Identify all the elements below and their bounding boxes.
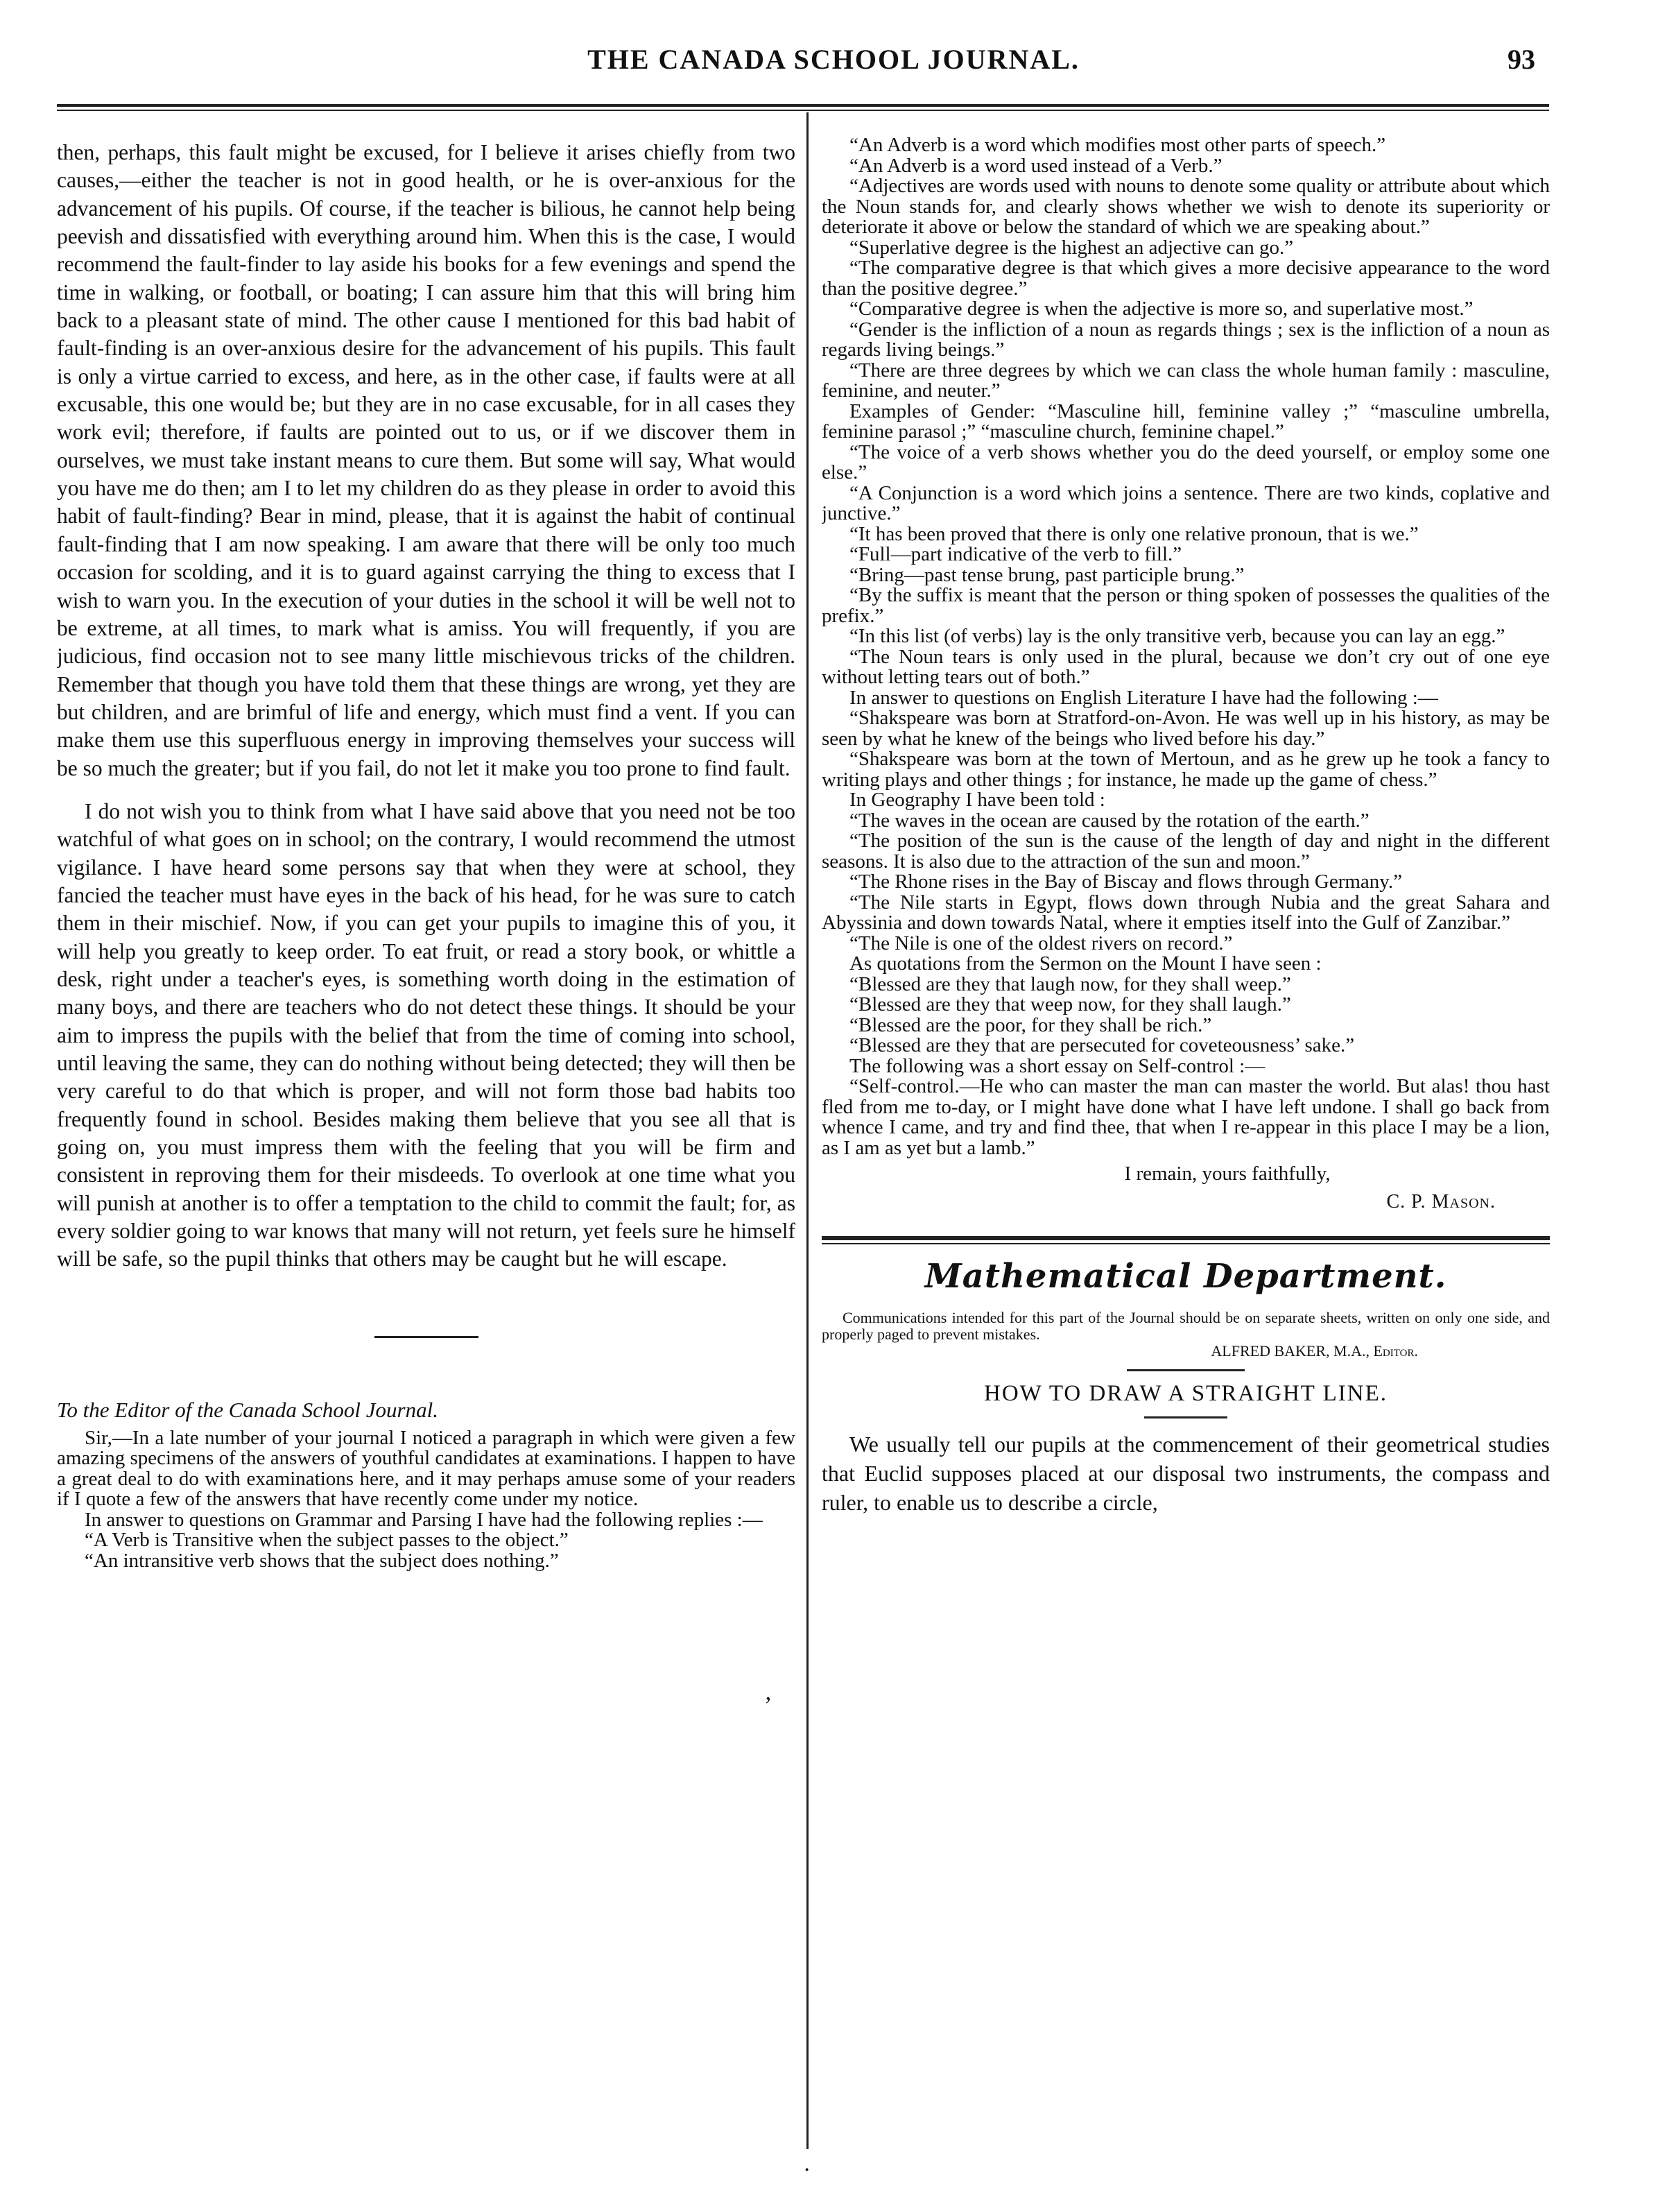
essay-self-control: “Self-control.—He who can master the man can master the world. But alas! thou hast fled from me to-day, or I might have done what I have left undone. I shall go back from whence I came, and try and find thee, that when I re-appear in this place I may be a lion, as I am as yet but a lamb.” — [822, 1075, 1550, 1159]
letter-signature: C. P. Mason. — [1386, 1191, 1496, 1212]
print-speck: ’ — [764, 1692, 772, 1718]
article-body: We usually tell our pupils at the commencement of their geometrical studies that Euclid supposes placed at our disposal two instruments, the compass and ruler, to enable us to describe a circle, — [822, 1432, 1550, 1515]
quote-gender: “Gender is the infliction of a noun as regards things ; sex is the infliction of a noun as regards living beings.” — [822, 318, 1550, 361]
geography-answer-4: “The Nile starts in Egypt, flows down through Nubia and the great Sahara and Abyssinia and down towards Natal, where it empties itself into the Gulf of Zanzibar.” — [822, 891, 1550, 934]
article-title: HOW TO DRAW A STRAIGHT LINE. — [984, 1381, 1388, 1406]
letter-signoff: I remain, yours faithfully, — [1124, 1163, 1331, 1185]
letter-paragraph-1: Sir,—In a late number of your journal I noticed a paragraph in which were given a few amazing specimens of the answers of youthful candidates at examinations. I happen to have a great deal to do with examinations here, and it may perhaps amuse some of your readers if I quote a few of the answers that have recently come under my notice. — [57, 1426, 795, 1511]
letter-heading: To the Editor of the Canada School Journal. — [57, 1397, 438, 1422]
letter-quote-verb-intransitive: “An intransitive verb shows that the subject does nothing.” — [85, 1549, 559, 1572]
quote-adverb-2: “An Adverb is a word used instead of a Verb.” — [849, 154, 1223, 177]
sermon-intro: As quotations from the Sermon on the Mount I have seen : — [849, 952, 1322, 975]
header-rule-thin — [57, 110, 1549, 111]
literature-intro: In answer to questions on English Literature I have had the following :— — [849, 686, 1438, 709]
essay-intro: The following was a short essay on Self-control :— — [849, 1054, 1266, 1077]
geography-answer-2: “The position of the sun is the cause of the length of day and night in the different seasons. It is also due to the attraction of the sun and moon.” — [822, 830, 1550, 873]
quote-comparative-2: “Comparative degree is when the adjective is more so, and superlative most.” — [849, 298, 1474, 320]
geography-answer-5: “The Nile is one of the oldest rivers on record.” — [849, 932, 1233, 954]
quote-relative-pronoun: “It has been proved that there is only one relative pronoun, that is we.” — [849, 522, 1419, 545]
department-rule-thick — [822, 1236, 1550, 1240]
quote-bring: “Bring—past tense brung, past participle brung.” — [849, 563, 1245, 586]
sermon-quote-1: “Blessed are they that laugh now, for they shall weep.” — [849, 972, 1291, 995]
literature-answer-2: “Shakspeare was born at the town of Mertoun, and as he grew up he took a fancy to writing plays and other things ; for instance, he made up the game of chess.” — [822, 748, 1550, 791]
quote-voice: “The voice of a verb shows whether you do the deed yourself, or employ some one else.” — [822, 440, 1550, 483]
quote-adjectives: “Adjectives are words used with nouns to denote some quality or attribute about which the Noun stands for, and clearly shows whether we wish to denote its superiority or deteriorate it above or below the standard of which we are speaking about.” — [822, 175, 1550, 238]
geography-answer-1: “The waves in the ocean are caused by the rotation of the earth.” — [849, 809, 1370, 832]
sermon-quote-3: “Blessed are the poor, for they shall be rich.” — [849, 1013, 1212, 1036]
left-column — [57, 139, 795, 2126]
quote-suffix: “By the suffix is meant that the person or thing spoken of possesses the qualities of the prefix.” — [822, 584, 1550, 627]
print-speck-bottom: · — [803, 2157, 811, 2183]
running-header-title: THE CANADA SCHOOL JOURNAL. — [587, 44, 1080, 75]
quote-degrees: “There are three degrees by which we can class the whole human family : masculine, feminine, and neuter.” — [822, 359, 1550, 402]
geography-answer-3: “The Rhone rises in the Bay of Biscay and flows through Germany.” — [849, 871, 1403, 893]
department-title: Mathematical Department. — [924, 1257, 1447, 1296]
article-title-rule — [1144, 1416, 1227, 1418]
letter-paragraph-2: In answer to questions on Grammar and Parsing I have had the following replies :— — [85, 1508, 763, 1531]
department-editor: ALFRED BAKER, M.A., Editor. — [1211, 1342, 1418, 1360]
quote-conjunction: “A Conjunction is a word which joins a sentence. There are two kinds, coplative and junctive.” — [822, 481, 1550, 524]
department-note: Communications intended for this part of the Journal should be on separate sheets, written on only one side, and properly paged to prevent mistakes. — [822, 1309, 1550, 1343]
quote-lay: “In this list (of verbs) lay is the only transitive verb, because you can lay an egg.” — [849, 625, 1505, 647]
letter-quote-verb-transitive: “A Verb is Transitive when the subject passes to the object.” — [85, 1529, 569, 1552]
department-separator — [1127, 1369, 1245, 1371]
quote-superlative: “Superlative degree is the highest an adjective can go.” — [849, 236, 1294, 259]
geography-intro: In Geography I have been told : — [849, 789, 1105, 811]
column-divider — [806, 112, 809, 2149]
sermon-quote-2: “Blessed are they that weep now, for they shall laugh.” — [849, 993, 1291, 1015]
header-rule — [57, 104, 1549, 107]
literature-answer-1: “Shakspeare was born at Stratford-on-Avon. He was well up in his history, as may be seen by what he knew of the beings who lived before his day.” — [822, 707, 1550, 750]
page-number: 93 — [1508, 44, 1535, 75]
quote-tears: “The Noun tears is only used in the plural, because we don’t cry out of one eye without letting tears out of both.” — [822, 645, 1550, 688]
gender-examples: Examples of Gender: “Masculine hill, feminine valley ;” “masculine umbrella, feminine parasol ;” “masculine church, feminine chapel.” — [822, 400, 1550, 443]
quote-full: “Full—part indicative of the verb to fill.” — [849, 543, 1182, 565]
department-rule-thin — [822, 1243, 1550, 1244]
essay-paragraph-2: I do not wish you to think from what I have said above that you need not be too watchful of what goes on in school; on the contrary, I would recommend the utmost vigilance. I have heard some persons say that when they were at school, they fancied the teacher must have eyes in the back of his head, for he was sure to catch them in their mischief. Now, if you can get your pupils to imagine this of you, it will help you greatly to keep order. To eat fruit, or read a story book, or whittle a desk, right under a teacher's eyes, is something worth doing in the estimation of many boys, and there are teachers who do not detect these things. It should be your aim to impress the pupils with the belief that from the time of coming into school, until leaving the same, they can do nothing without being detected; they will then be very careful to do that which is proper, and will not form those bad habits too frequently found in school. Besides making them believe that you see all that is going on, you must impress them with the feeling that you will be firm and consistent in reproving them for their misdeeds. To overlook at one time what you will punish at another is to offer a temptation to the child to commit the fault; for, as every soldier going to war knows that many will not return, yet feels sure he himself will be safe, so the pupil thinks that others may be caught but he will escape. — [57, 798, 795, 1271]
right-column — [822, 135, 1550, 2147]
sermon-quote-4: “Blessed are they that are persecuted for coveteousness’ sake.” — [849, 1034, 1355, 1056]
essay-paragraph-1: then, perhaps, this fault might be excused, for I believe it arises chiefly from two causes,—either the teacher is not in good health, or he is over-anxious for the advancement of his pupils. Of course, if the teacher is bilious, he cannot help being peevish and dissatisfied with everything around him. When this is the case, I would recommend the fault-finder to lay aside his books for a few evenings and spend the time in walking, or football, or boating; I can assure him that this will bring him back to a pleasant state of mind. The other cause I mentioned for this bad habit of fault-finding is an over-anxious desire for the advancement of his pupils. This fault is only a virtue carried to excess, and here, as in the other case, if faults were at all excusable, this one would be; but they are in no case excusable, for in all cases they work evil; therefore, if faults are pointed out to us, or if we discover them in ourselves, we must take instant means to cure them. But some will say, What would you have me do then; am I to let my children do as they please in order to avoid this habit of fault-finding? Bear in mind, please, that it is against the habit of continual fault-finding that I am now speaking. I am aware that there will be only too much occasion for scolding, and it is to guard against carrying the thing to excess that I wish to warn you. In the execution of your duties in the school it will be well not to be extreme, at all times, to mark what is amiss. You will frequently, if you are judicious, find occasion not to see many little mischievous tricks of the children. Remember that though you have told them that these things are wrong, yet they are but children, and are brimful of life and energy, which must find a vent. If you can make them use this superfluous energy in improving themselves your success will be so much the greater; but if you fail, do not let it make you too prone to find fault. — [57, 140, 795, 780]
quote-adverb-1: “An Adverb is a word which modifies most other parts of speech.” — [849, 135, 1386, 156]
quote-comparative-1: “The comparative degree is that which gives a more decisive appearance to the word than the positive degree.” — [822, 257, 1550, 300]
